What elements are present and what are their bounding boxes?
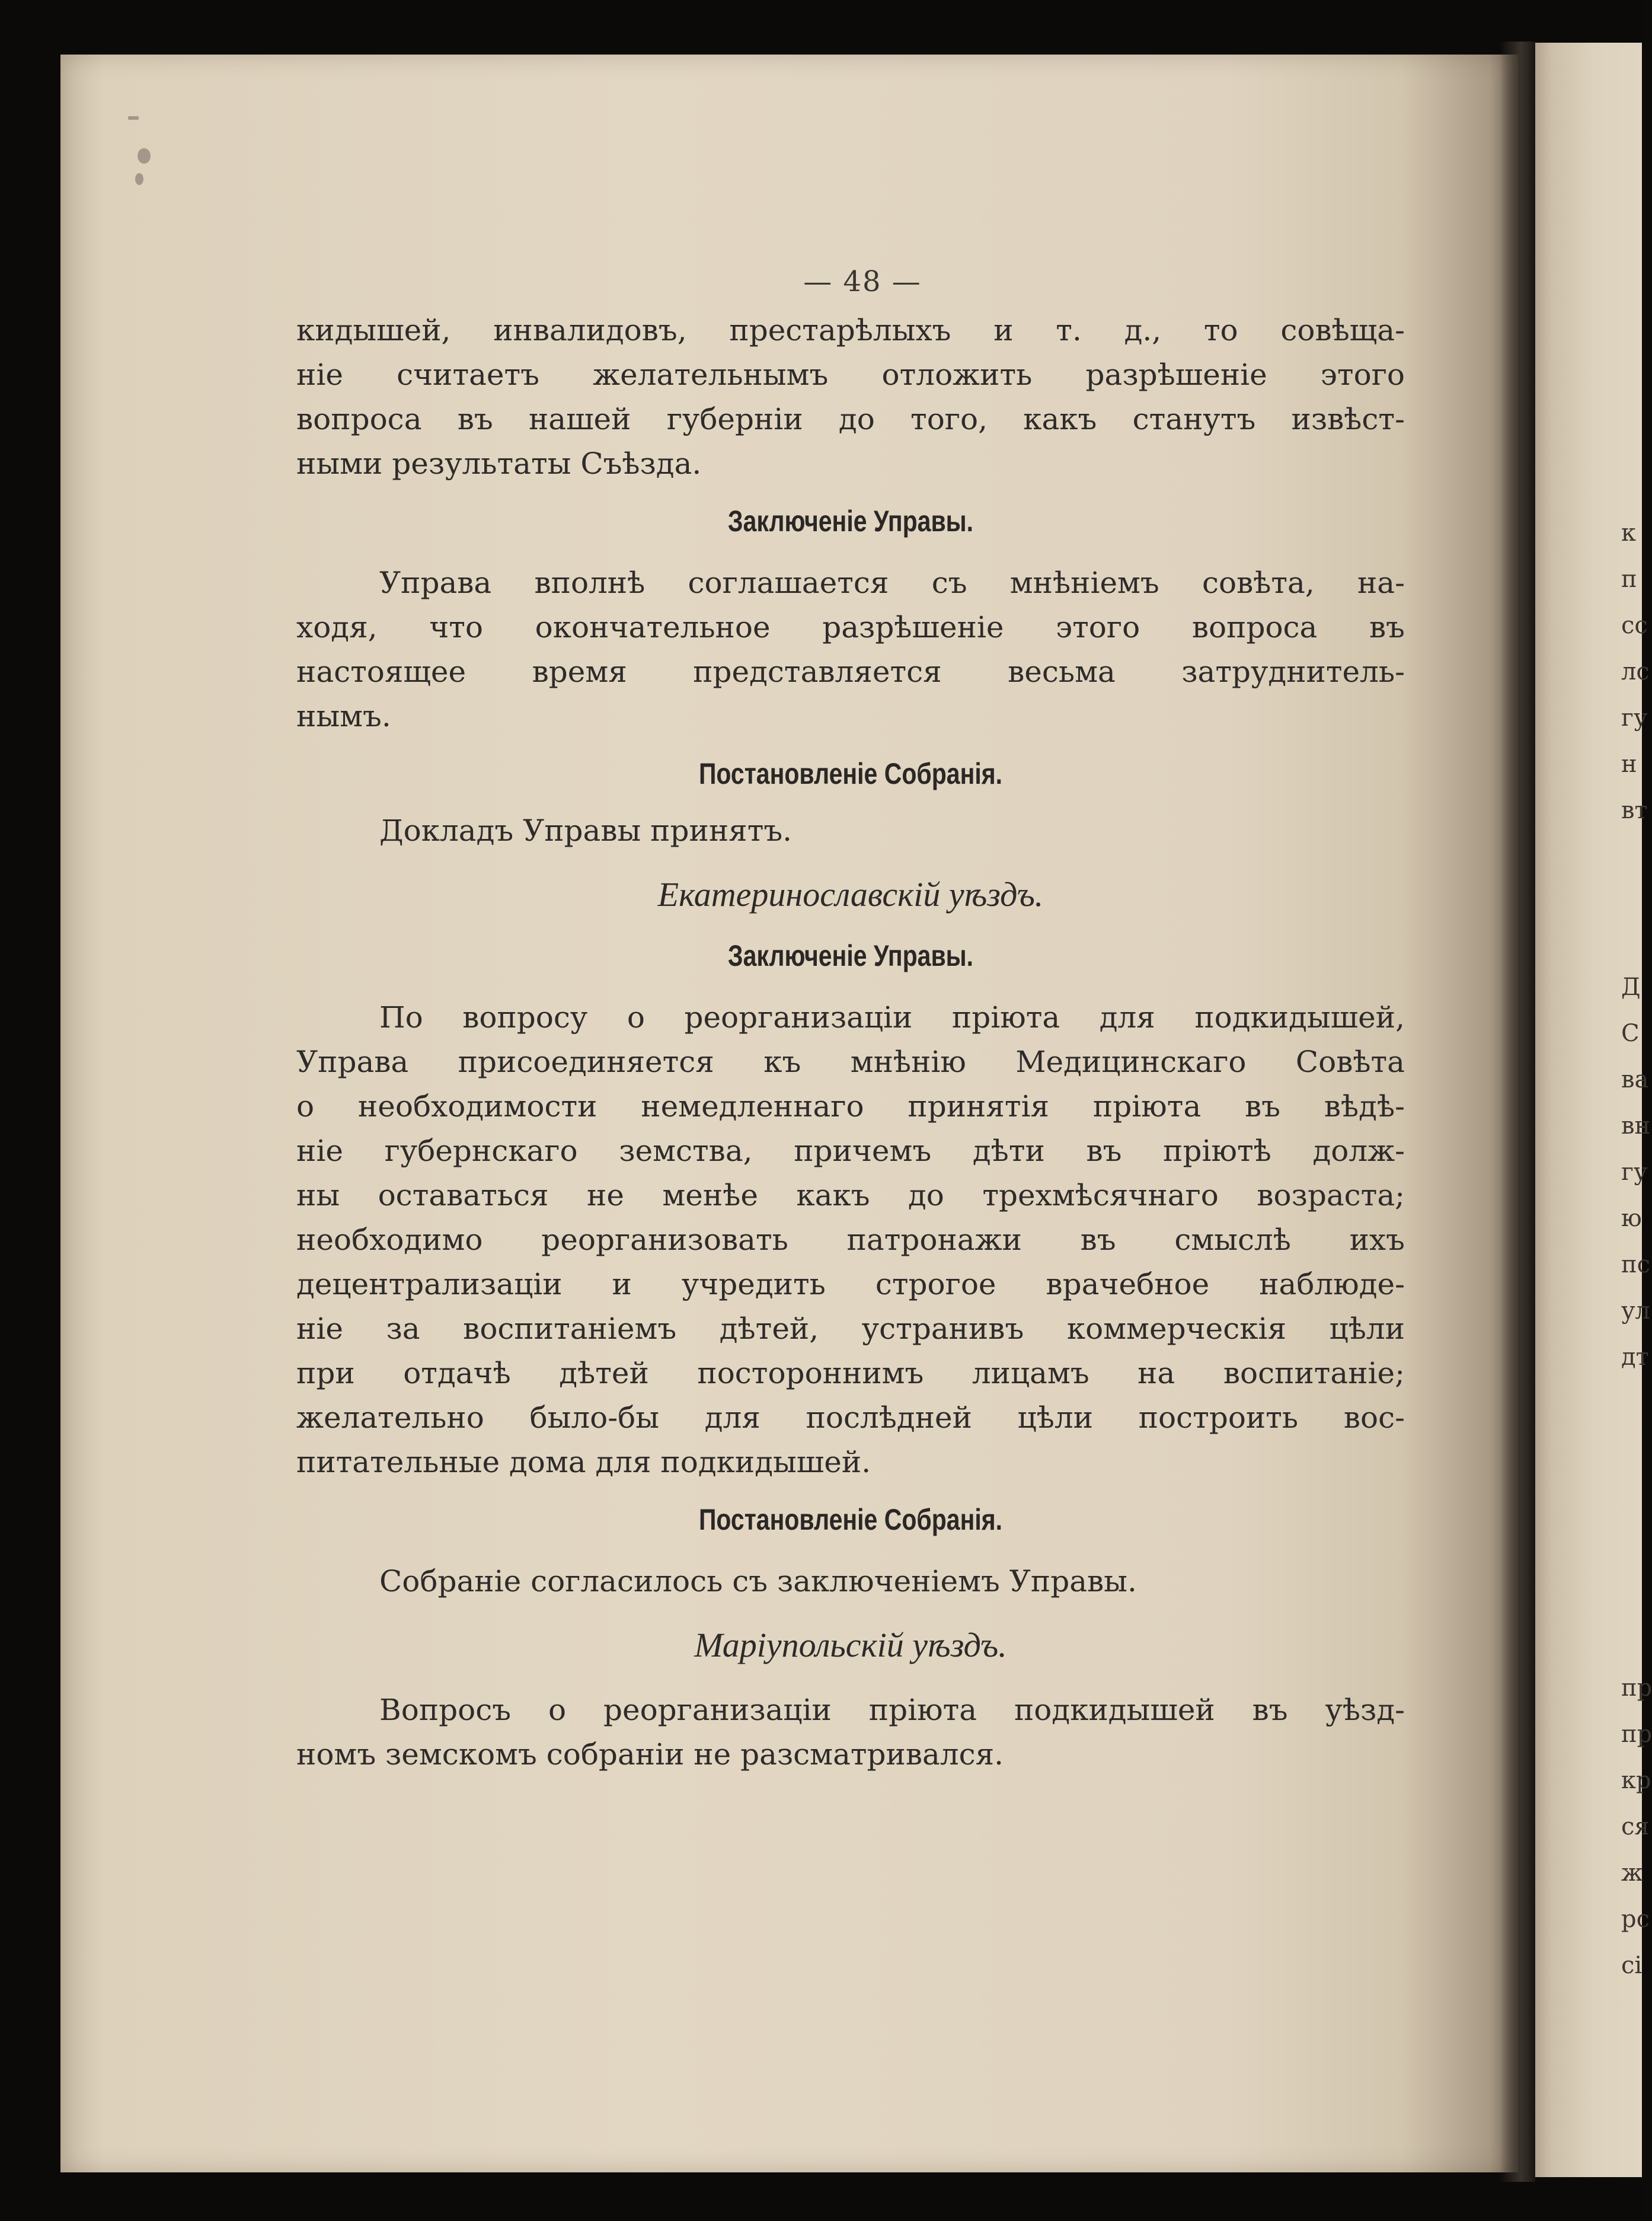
page-content [296, 255, 1405, 1777]
text-line: Собраніе согласилось съ заключеніемъ Управы. [379, 1564, 1137, 1598]
next-page-fragment: сі [1621, 1952, 1643, 1979]
next-page-fragment: С [1621, 1020, 1640, 1047]
text-line: Докладъ Управы принятъ. [379, 813, 793, 848]
next-page-fragment: сс [1621, 612, 1648, 639]
paragraph [296, 995, 1405, 1485]
next-page-fragment: гу [1621, 704, 1648, 732]
text-line: кидышей, инвалидовъ, престарѣлыхъ и т. д., то совѣща- [296, 313, 1405, 347]
page-number: — 48 — [803, 265, 922, 298]
book-spine-shadow [1500, 42, 1535, 2182]
margin-speck [135, 173, 143, 185]
district-title: Екатеринославскій уѣздъ. [657, 875, 1044, 914]
next-page-fragment: п [1621, 566, 1637, 593]
next-page-fragment: пр [1621, 1674, 1652, 1702]
text-line: нымъ. [296, 699, 391, 733]
next-page-fragment: пр [1621, 1721, 1652, 1748]
fragment-gap [1621, 1380, 1652, 1665]
margin-speck [128, 116, 139, 120]
next-page-fragment: ю [1621, 1205, 1642, 1232]
next-page-fragment: лс [1621, 658, 1650, 685]
text-line: необходимо реорганизовать патронажи въ смыслѣ ихъ [296, 1223, 1405, 1257]
section-heading: Постановленіе Собранія. [698, 1503, 1003, 1536]
next-page-fragment: вн [1621, 1112, 1651, 1140]
paragraph [296, 561, 1405, 739]
page-text-blocks [296, 308, 1405, 1777]
section-heading: Заключеніе Управы. [727, 505, 974, 538]
text-line: о необходимости немедленнаго принятія пріюта въ вѣдѣ- [296, 1089, 1405, 1124]
district-title: Маріупольскій уѣздъ. [694, 1626, 1007, 1664]
next-page-fragment: кр [1621, 1767, 1651, 1794]
text-line: ніе губернскаго земства, причемъ дѣти въ пріютѣ долж- [296, 1134, 1405, 1168]
next-page-fragment: к [1621, 519, 1636, 547]
text-line: ны оставаться не менѣе какъ до трехмѣсячнаго возраста; [296, 1178, 1405, 1212]
text-line: желательно было-бы для послѣдней цѣли построить вос- [296, 1400, 1405, 1435]
text-line: вопроса въ нашей губерніи до того, какъ станутъ извѣст- [296, 402, 1405, 436]
text-line: По вопросу о реорганизаціи пріюта для подкидышей, [379, 1000, 1405, 1035]
text-line: питательные дома для подкидышей. [296, 1445, 871, 1479]
text-line: ными результаты Съѣзда. [296, 446, 702, 481]
next-page-fragment: пс [1621, 1251, 1651, 1278]
paragraph [296, 308, 1405, 486]
next-page-fragment: ж [1621, 1859, 1643, 1887]
text-line: ніе считаетъ желательнымъ отложить разрѣшеніе этого [296, 358, 1405, 392]
text-line: ходя, что окончательное разрѣшеніе этого вопроса въ [296, 610, 1405, 644]
text-line: Управа вполнѣ соглашается съ мнѣніемъ совѣта, на- [379, 566, 1405, 600]
text-line: Управа присоединяется къ мнѣнію Медицинскаго Совѣта [296, 1045, 1405, 1079]
next-page-fragment: дт [1621, 1344, 1649, 1371]
text-line: при отдачѣ дѣтей постороннимъ лицамъ на воспитаніе; [296, 1356, 1405, 1390]
text-line: децентрализаціи и учредить строгое врачебное наблюде- [296, 1267, 1405, 1301]
paragraph [296, 1559, 1405, 1604]
paragraph [296, 1688, 1405, 1777]
text-line: ніе за воспитаніемъ дѣтей, устранивъ коммерческія цѣли [296, 1311, 1405, 1346]
next-page-fragment: Д [1621, 974, 1641, 1001]
next-page-fragment: гу [1621, 1159, 1648, 1186]
text-line: Вопросъ о реорганизаціи пріюта подкидышей въ уѣзд- [379, 1693, 1405, 1727]
fragment-gap [1621, 834, 1652, 964]
margin-speck [138, 148, 151, 164]
text-line: номъ земскомъ собраніи не разсматривался. [296, 1737, 1004, 1772]
next-page-fragment: рс [1621, 1906, 1650, 1933]
next-page-fragment: н [1621, 751, 1637, 778]
next-page-fragment: вт [1621, 797, 1648, 824]
next-page-fragment: ул [1621, 1297, 1650, 1325]
next-page-text-fragments [1621, 510, 1652, 1989]
next-page-fragment: ва [1621, 1066, 1649, 1093]
paragraph [296, 809, 1405, 853]
next-page-fragment: ся [1621, 1813, 1650, 1840]
section-heading: Постановленіе Собранія. [698, 757, 1003, 790]
text-line: настоящее время представляется весьма затруднитель- [296, 655, 1405, 689]
section-heading: Заключеніе Управы. [727, 939, 974, 972]
